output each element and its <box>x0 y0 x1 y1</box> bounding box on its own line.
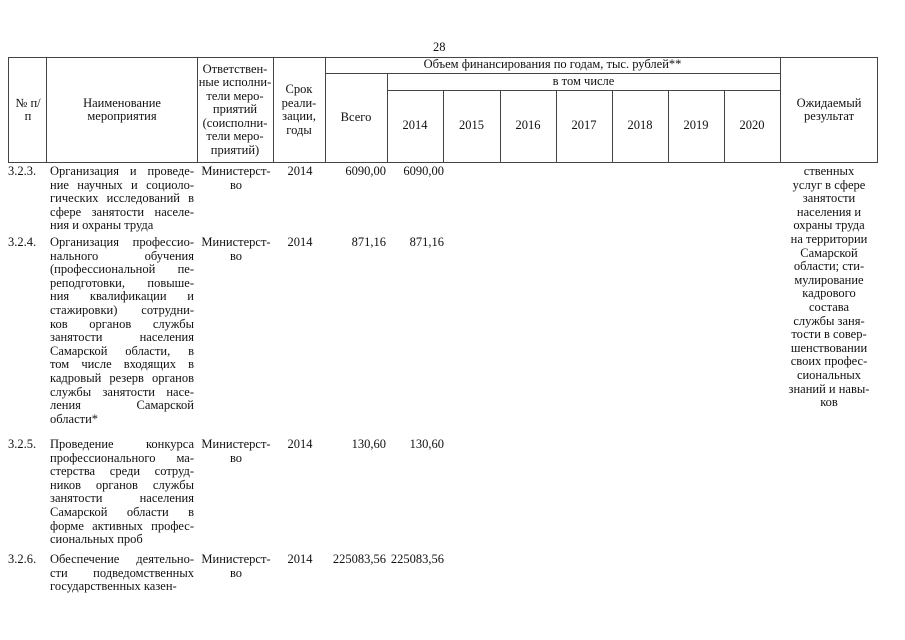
header-year: 2019 <box>683 118 709 133</box>
result-line: сиональных <box>796 367 862 382</box>
row-total: 871,16 <box>351 235 386 249</box>
row-name-line: занятости населения <box>50 330 194 345</box>
row-name <box>50 553 194 594</box>
result-line: своих профес- <box>790 354 868 369</box>
result-line: ков <box>820 395 838 410</box>
row-name-line: сиональных проб <box>50 532 143 547</box>
header-num: № п/п <box>15 95 41 123</box>
row-name-line: ния и охраны труда <box>50 218 154 233</box>
row-2014: 225083,56 <box>390 552 444 566</box>
row-term: 2014 <box>287 235 313 249</box>
result-line: службы заня- <box>793 313 865 328</box>
header-result: Ожидаемый результат <box>796 95 862 123</box>
result-line: населения и <box>796 204 862 219</box>
row-name-line: (профессиональной пе- <box>50 262 194 277</box>
header-responsible-line: тели меро- <box>206 88 264 103</box>
header-name: Наименование мероприятия <box>83 95 161 123</box>
row-term: 2014 <box>287 552 313 566</box>
header-year: 2015 <box>459 118 484 133</box>
header-responsible-line: приятий <box>212 102 258 117</box>
row-name-line: ников органов службы <box>50 477 194 492</box>
row-total: 225083,56 <box>332 552 386 566</box>
result-line: ственных <box>803 164 855 178</box>
row-name-line: государственных казен- <box>50 579 177 594</box>
row-responsible <box>199 236 273 263</box>
row-name-line: службы занятости насе- <box>50 384 194 399</box>
header-including: в том числе <box>552 73 615 88</box>
header-responsible-line: приятий) <box>210 142 260 157</box>
row-number: 3.2.4. <box>8 235 37 249</box>
row-responsible-line: Министерст- <box>201 235 271 249</box>
row-name-line: Организация и проведе- <box>50 164 194 178</box>
row-name-line: реподготовки, повыше- <box>50 275 194 290</box>
row-2014: 871,16 <box>409 235 444 249</box>
row-name-line: занятости населения <box>50 491 194 506</box>
row-2014: 6090,00 <box>403 164 444 178</box>
result-line: занятости <box>802 191 856 206</box>
row-responsible-line: Министерст- <box>201 437 271 451</box>
header-year: 2014 <box>402 118 428 133</box>
row-responsible-line: Министерст- <box>201 552 271 566</box>
header-term-line: годы <box>286 122 312 137</box>
result-line: Самарской <box>800 245 858 260</box>
header-responsible-line: ные исполни- <box>198 75 272 90</box>
row-name-line: стажировки) сотрудни- <box>50 302 194 317</box>
row-name-line: Обеспечение деятельно- <box>50 552 194 566</box>
result-line: знаний и навы- <box>788 381 870 396</box>
header-year: 2020 <box>739 118 765 133</box>
result-line: мулирование <box>794 272 864 287</box>
expected-result <box>780 165 878 410</box>
page-number: 28 <box>433 40 446 54</box>
header-term-line: зации, <box>282 109 316 123</box>
row-name-line: сфере занятости населе- <box>50 204 194 219</box>
row-name-line: Проведение конкурса <box>50 437 194 451</box>
row-name-line: ние научных и социоло- <box>50 177 194 192</box>
row-name-line: области* <box>50 411 99 426</box>
row-total: 6090,00 <box>345 164 386 178</box>
row-name-line: Самарской области в <box>50 504 194 519</box>
result-line: услуг в сфере <box>792 177 866 192</box>
row-responsible-line: во <box>229 177 243 192</box>
row-name-line: Организация профессио- <box>50 235 194 249</box>
row-number: 3.2.6. <box>8 552 37 566</box>
header-responsible-line: тели меро- <box>206 129 264 144</box>
result-line: охраны труда <box>793 218 865 233</box>
header-responsible <box>197 58 273 162</box>
row-name-line: том числе входящих в <box>50 357 194 372</box>
result-line: на территории <box>790 231 868 246</box>
result-line: шенствовании <box>790 340 868 355</box>
row-name-line: форме активных профес- <box>50 518 194 533</box>
row-responsible <box>199 165 273 192</box>
row-name-line: сти подведомственных <box>50 565 194 580</box>
row-responsible-line: Министерст- <box>201 164 271 178</box>
row-name-line: стерства среди сотруд- <box>50 464 194 479</box>
header-term-line: Срок <box>285 82 313 96</box>
row-number: 3.2.5. <box>8 437 37 451</box>
row-responsible <box>199 438 273 465</box>
row-name <box>50 165 194 233</box>
result-line: тости в совер- <box>791 327 867 342</box>
header-year: 2018 <box>627 118 653 133</box>
header-term-line: реали- <box>281 95 317 110</box>
row-number: 3.2.3. <box>8 164 37 178</box>
result-line: кадрового <box>802 286 856 301</box>
row-name <box>50 236 194 426</box>
row-responsible-line: во <box>229 565 243 580</box>
row-name <box>50 438 194 547</box>
row-term: 2014 <box>287 437 313 451</box>
row-name-line: профессионального ма- <box>50 450 194 465</box>
result-line: состава <box>808 299 850 314</box>
row-name-line: ков органов службы <box>50 316 194 331</box>
row-name-line: ления Самарской <box>50 398 194 413</box>
row-term: 2014 <box>287 164 313 178</box>
row-name-line: Самарской области, в <box>50 343 194 358</box>
row-2014: 130,60 <box>409 437 444 451</box>
header-funding: Объем финансирования по годам, тыс. рублей** <box>423 57 682 72</box>
row-responsible-line: во <box>229 248 243 263</box>
row-name-line: нального обучения <box>50 248 194 263</box>
row-name-line: гических исследований в <box>50 191 194 206</box>
header-responsible-line: (соисполни- <box>202 115 268 130</box>
header-total: Всего <box>340 109 372 124</box>
header-responsible-line: Ответствен- <box>202 61 268 76</box>
header-year: 2017 <box>571 118 597 133</box>
row-responsible <box>199 553 273 580</box>
row-responsible-line: во <box>229 450 243 465</box>
header-year: 2016 <box>515 118 541 133</box>
row-total: 130,60 <box>351 437 386 451</box>
row-name-line: ния квалификации и <box>50 289 194 304</box>
row-name-line: кадровый резерв органов <box>50 370 194 385</box>
header-term <box>273 58 325 162</box>
result-line: области; сти- <box>793 259 865 274</box>
